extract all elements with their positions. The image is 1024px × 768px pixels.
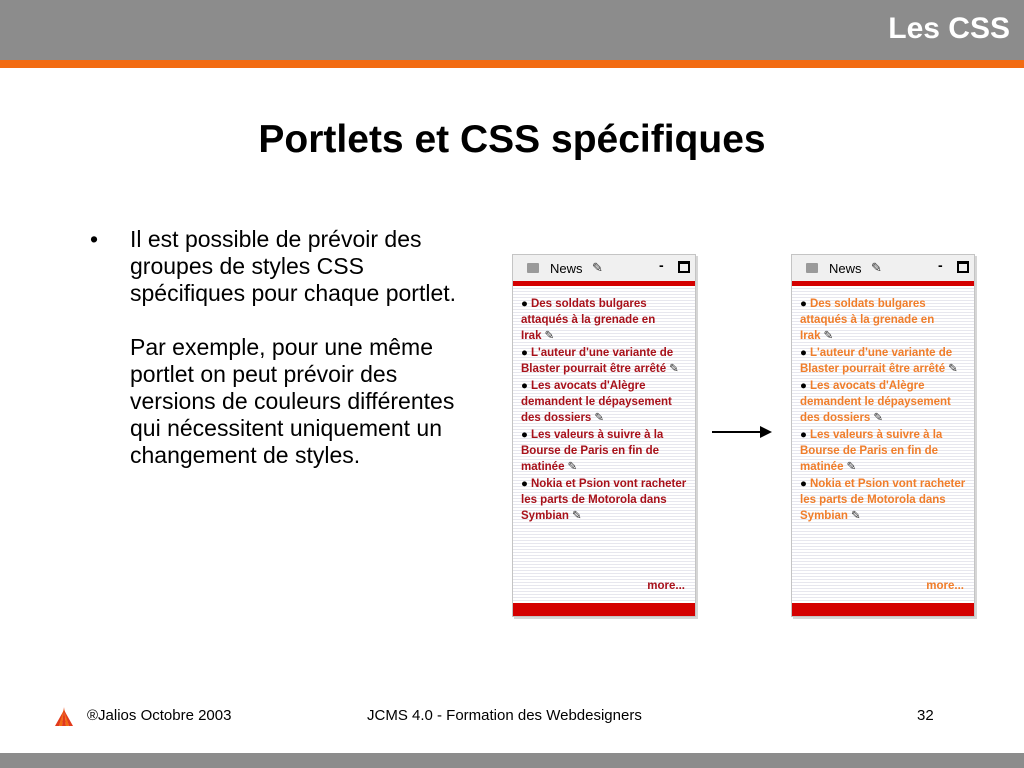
bullet-icon: ●: [521, 478, 528, 490]
footer-course-title: JCMS 4.0 - Formation des Webdesigners: [367, 707, 642, 724]
slide-title: Portlets et CSS spécifiques: [258, 118, 766, 161]
edit-icon[interactable]: ✎: [948, 363, 958, 375]
news-item[interactable]: [800, 345, 968, 377]
bullet-icon: ●: [800, 429, 807, 441]
bullet-icon: ●: [800, 380, 807, 392]
portlet-header: [792, 255, 974, 282]
maximize-icon[interactable]: [678, 261, 690, 273]
portlet-body: [513, 286, 695, 603]
section-title: Les CSS: [888, 12, 1010, 45]
portlet-title: News: [550, 261, 583, 276]
portlet-icon: [806, 263, 818, 273]
edit-icon[interactable]: ✎: [594, 412, 604, 424]
header-bar: [0, 0, 1024, 60]
edit-icon[interactable]: ✎: [823, 330, 834, 342]
arrow-right-icon: [712, 425, 772, 439]
bullet-icon: ●: [521, 298, 528, 310]
news-link[interactable]: Nokia et Psion vont racheter les parts de Motorola dans Symbian: [800, 478, 966, 522]
edit-icon[interactable]: ✎: [846, 461, 857, 473]
bullet-symbol: •: [90, 226, 99, 252]
edit-icon[interactable]: ✎: [871, 260, 882, 275]
portlet-title: News: [829, 261, 862, 276]
portlet-body: [792, 286, 974, 603]
news-link[interactable]: Nokia et Psion vont racheter les parts de Motorola dans Symbian: [521, 478, 687, 522]
portlet-news-orange: [791, 254, 975, 617]
portlet-header: [513, 255, 695, 282]
edit-icon[interactable]: ✎: [571, 510, 582, 522]
maximize-icon[interactable]: [957, 261, 969, 273]
edit-icon[interactable]: ✎: [544, 330, 555, 342]
news-item[interactable]: [800, 296, 968, 344]
news-link[interactable]: Des soldats bulgares attaqués à la grenade en Irak: [521, 298, 656, 342]
news-item[interactable]: [521, 378, 689, 426]
portlet-footer-bar: [513, 603, 695, 616]
edit-icon[interactable]: ✎: [669, 363, 679, 375]
news-link[interactable]: Les avocats d'Alègre demandent le dépaysement des dossiers: [800, 380, 951, 424]
bullet-icon: ●: [800, 347, 807, 359]
news-link[interactable]: L'auteur d'une variante de Blaster pourrait être arrêté: [521, 347, 674, 375]
news-link[interactable]: Les avocats d'Alègre demandent le dépaysement des dossiers: [521, 380, 672, 424]
more-link[interactable]: more...: [926, 580, 964, 592]
jalios-logo-icon: [53, 706, 75, 728]
news-item[interactable]: [521, 427, 689, 475]
news-link[interactable]: L'auteur d'une variante de Blaster pourrait être arrêté: [800, 347, 953, 375]
bullet-icon: ●: [521, 429, 528, 441]
news-link[interactable]: Les valeurs à suivre à la Bourse de Paris en fin de matinée: [800, 429, 943, 473]
news-link[interactable]: Des soldats bulgares attaqués à la grenade en Irak: [800, 298, 935, 342]
footer-bar: [0, 753, 1024, 768]
bullet-icon: ●: [800, 478, 807, 490]
news-item[interactable]: [800, 427, 968, 475]
edit-icon[interactable]: ✎: [873, 412, 883, 424]
page-number: 32: [917, 707, 934, 724]
bullet-paragraph-1: Il est possible de prévoir des groupes de styles CSS spécifiques pour chaque portlet.: [130, 226, 457, 306]
news-item[interactable]: [521, 345, 689, 377]
news-item[interactable]: [521, 476, 689, 524]
news-item[interactable]: [800, 378, 968, 426]
portlet-footer-bar: [792, 603, 974, 616]
more-link[interactable]: more...: [647, 580, 685, 592]
news-link[interactable]: Les valeurs à suivre à la Bourse de Paris en fin de matinée: [521, 429, 664, 473]
footer-copyright: ®Jalios Octobre 2003: [87, 707, 232, 724]
edit-icon[interactable]: ✎: [567, 461, 578, 473]
bullet-icon: ●: [521, 347, 528, 359]
news-item[interactable]: [521, 296, 689, 344]
minimize-button[interactable]: -: [938, 257, 943, 273]
portlet-icon: [527, 263, 539, 273]
bullet-icon: ●: [521, 380, 528, 392]
bullet-list: [90, 226, 470, 469]
news-item[interactable]: [800, 476, 968, 524]
bullet-icon: ●: [800, 298, 807, 310]
bullet-paragraph-2: Par exemple, pour une même portlet on peut prévoir des versions de couleurs différentes qui nécessitent uniquement un changement de styles.: [130, 334, 455, 468]
portlet-news-red: [512, 254, 696, 617]
edit-icon[interactable]: ✎: [592, 260, 603, 275]
minimize-button[interactable]: -: [659, 257, 664, 273]
header-accent-line: [0, 60, 1024, 68]
edit-icon[interactable]: ✎: [850, 510, 861, 522]
